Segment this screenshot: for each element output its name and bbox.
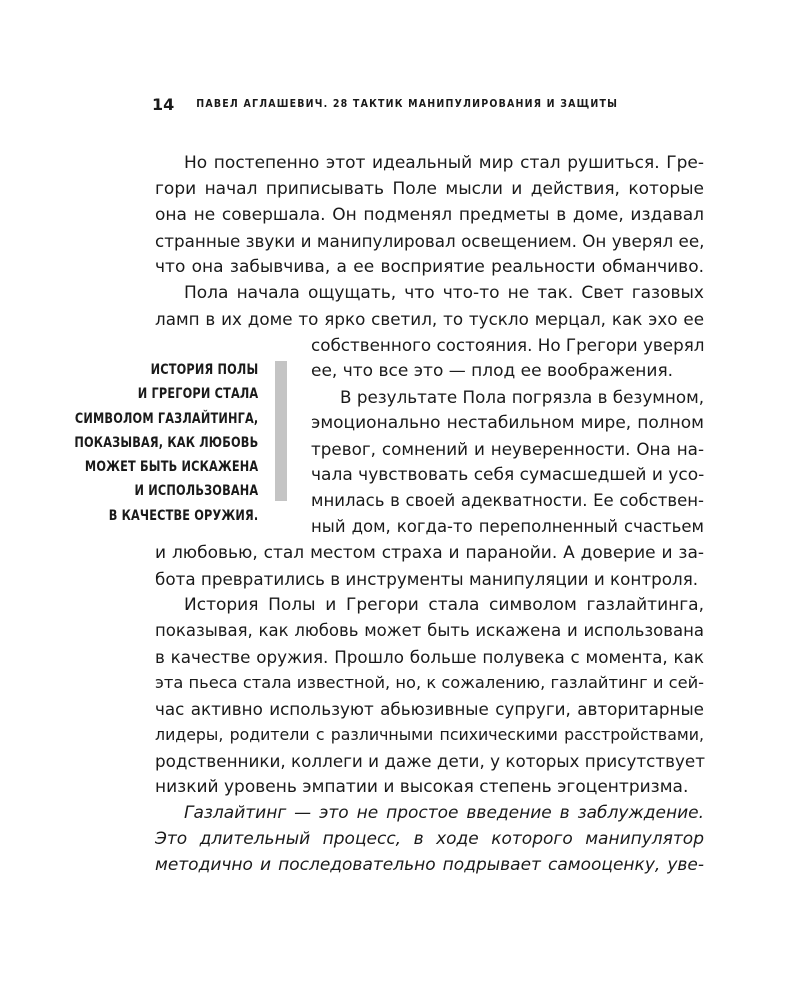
body-line: ее, что все это — плод ее воображения. — [311, 361, 674, 381]
body-line: эмоционально нестабильном мире, полном — [311, 413, 704, 433]
running-title: ПАВЕЛ АГЛАШЕВИЧ. 28 ТАКТИК МАНИПУЛИРОВАНИЯ И ЗАЩИТЫ — [196, 98, 619, 110]
body-line: родственники, коллеги и даже дети, у которых присутствует — [155, 751, 705, 771]
running-header — [152, 94, 618, 114]
pull-quote-line: СИМВОЛОМ ГАЗЛАЙТИНГА, — [74, 410, 259, 427]
body-line-italic: Газлайтинг — это не простое введение в заблуждение. — [184, 803, 704, 823]
body-line: час активно используют абьюзивные супруги, авторитарные — [155, 699, 704, 719]
body-line: и любовью, стал местом страха и паранойи. А доверие и за- — [155, 543, 704, 563]
pull-quote-line: В КАЧЕСТВЕ ОРУЖИЯ. — [108, 507, 258, 524]
body-line: что она забывчива, а ее восприятие реальности обманчиво. — [155, 257, 704, 277]
pull-quote-line: И ГРЕГОРИ СТАЛА — [137, 386, 258, 403]
body-line: показывая, как любовь может быть искажена и использована — [155, 621, 704, 640]
body-line: чала чувствовать себя сумасшедшей и усо- — [311, 465, 705, 485]
pull-quote-line: ИСТОРИЯ ПОЛЫ — [150, 362, 258, 378]
body-line: гори начал приписывать Поле мысли и действия, которые — [155, 179, 704, 199]
body-line: в качестве оружия. Прошло больше полувека с момента, как — [155, 647, 704, 667]
body-line: Но постепенно этот идеальный мир стал рушиться. Гре- — [184, 153, 704, 173]
body-line: она не совершала. Он подменял предметы в доме, издавал — [155, 205, 704, 225]
body-line: ламп в их доме то ярко светил, то тускло мерцал, как эхо ее — [155, 309, 704, 329]
pull-quote — [74, 358, 258, 528]
body-line: эта пьеса стала известной, но, к сожалению, газлайтинг и сей- — [155, 673, 704, 692]
body-line: странные звуки и манипулировал освещением. Он уверял ее, — [155, 231, 705, 251]
pull-quote-line: ПОКАЗЫВАЯ, КАК ЛЮБОВЬ — [74, 434, 258, 451]
body-line: лидеры, родители с различными психическими расстройствами, — [155, 725, 704, 744]
page-number: 14 — [152, 94, 175, 114]
body-line: История Полы и Грегори стала символом газлайтинга, — [184, 595, 704, 615]
body-line: бота превратились в инструменты манипуляции и контроля. — [155, 569, 699, 589]
body-line: мнилась в своей адекватности. Ее собствен- — [311, 491, 704, 510]
body-line: ный дом, когда-то переполненный счастьем — [311, 517, 704, 536]
pull-quote-line: МОЖЕТ БЫТЬ ИСКАЖЕНА — [84, 459, 258, 476]
pull-quote-bar — [275, 361, 287, 501]
body-line-italic: методично и последовательно подрывает самооценку, уве- — [155, 855, 704, 875]
body-line: собственного состояния. Но Грегори уверял — [311, 335, 705, 355]
body-line: тревог, сомнений и неуверенности. Она на- — [311, 439, 704, 459]
body-line: В результате Пола погрязла в безумном, — [340, 387, 705, 407]
pull-quote-line: И ИСПОЛЬЗОВАНА — [134, 483, 258, 500]
body-line: Пола начала ощущать, что что-то не так. Свет газовых — [184, 283, 704, 303]
body-line-italic: Это длительный процесс, в ходе которого манипулятор — [155, 829, 704, 849]
body-line: низкий уровень эмпатии и высокая степень эгоцентризма. — [155, 777, 689, 797]
